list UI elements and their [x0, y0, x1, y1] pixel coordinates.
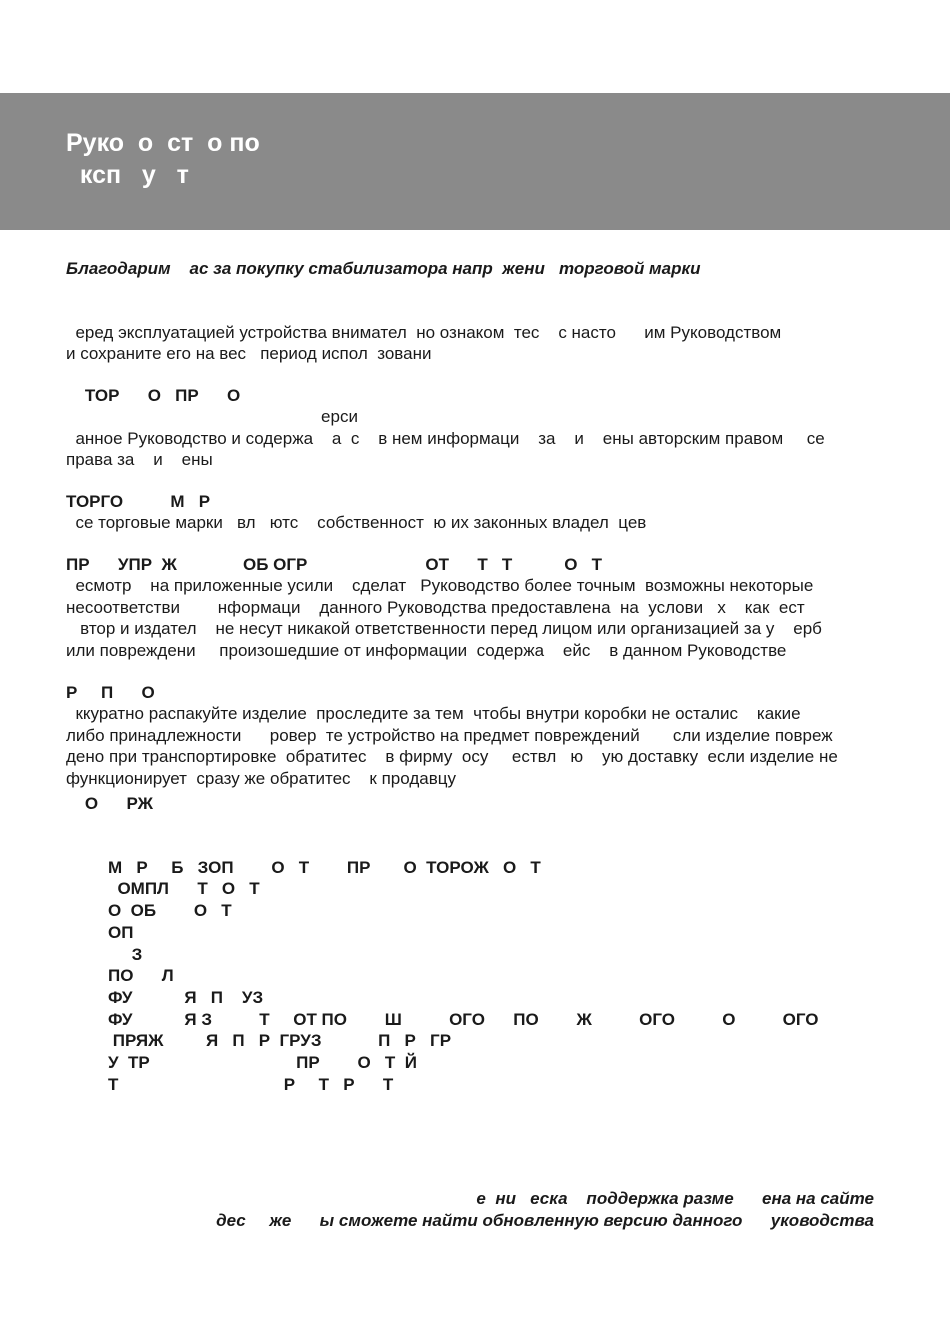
section-line: се торговые марки вл ютс собственност ю их законных владел цев — [66, 513, 647, 532]
title-line-1: Руко о ст о по — [66, 129, 260, 157]
title-line-2: ксп у т — [66, 161, 189, 189]
contents-item: М Р Б ЗОП О Т ПР О ТОРОЖ О Т — [108, 857, 541, 877]
section-line: либо принадлежности ровер те устройство на предмет повреждений сли изделие повреж — [66, 725, 833, 745]
preface-line: еред эксплуатацией устройства внимател но ознаком тес с насто им Руководством — [66, 322, 782, 342]
section-line: дено при транспортировке обратитес в фирму осу ествл ю ую доставку если изделие не — [66, 747, 838, 766]
contents-item: ПРЯЖ Я П Р ГРУЗ П Р ГР — [108, 1031, 452, 1051]
intro-text: Благодарим ас за покупку стабилизатора напр жени торговой марки — [66, 259, 701, 278]
section-line: втор и издател не несут никакой ответственности перед лицом или организацией за у ерб — [66, 619, 822, 638]
contents-item: ФУ Я З Т ОТ ПО Ш ОГО ПО Ж ОГО О ОГО — [108, 1009, 819, 1029]
section-heading: ТОР О ПР О — [66, 385, 241, 405]
section-line: несоответстви нформаци данного Руководства предоставлена на услови х как ест — [66, 597, 805, 617]
section-heading: ТОРГО М Р — [66, 491, 211, 511]
contents-item: Т Р Т Р Т — [108, 1074, 394, 1094]
contents-item: О ОБ О Т — [108, 901, 232, 921]
section-line: права за и ены — [66, 450, 213, 469]
section-unpacking — [66, 660, 838, 811]
contents-heading: О РЖ — [66, 794, 153, 813]
contents-item: З — [108, 944, 143, 964]
section-heading: ПР УПР Ж ОБ ОГР ОТ Т Т О Т — [66, 554, 603, 574]
contents-item: ПО Л — [108, 966, 174, 986]
section-line: ккуратно распакуйте изделие проследите за тем чтобы внутри коробки не осталис какие — [66, 704, 801, 723]
contents-item: ОП — [108, 922, 134, 942]
section-line: ерси — [66, 407, 358, 426]
contents-item: ФУ Я П УЗ — [108, 987, 264, 1007]
section-line: есмотр на приложенные усили сделат Руководство более точным возможны некоторые — [66, 576, 814, 595]
contents-item: У ТР ПР О Т Й — [108, 1053, 417, 1073]
section-heading: Р П О — [66, 682, 155, 702]
section-line: анное Руководство и содержа а с в нем информаци за и ены авторским правом се — [66, 428, 825, 448]
section-line: функционирует сразу же обратитес к продавцу — [66, 768, 456, 788]
section-line: или повреждени произошедшие от информации содержа ейс в данном Руководстве — [66, 640, 787, 660]
contents-list — [108, 835, 819, 1117]
contents-item: ОМПЛ Т О Т — [108, 879, 260, 899]
document-title — [66, 127, 260, 191]
footer-update-line: дес же ы сможете найти обновленную версию данного уководства — [216, 1211, 874, 1230]
preface-line: и сохраните его на вес период испол зовани — [66, 344, 432, 363]
footer-support-line: е ни еска поддержка разме ена на сайте — [476, 1189, 874, 1208]
